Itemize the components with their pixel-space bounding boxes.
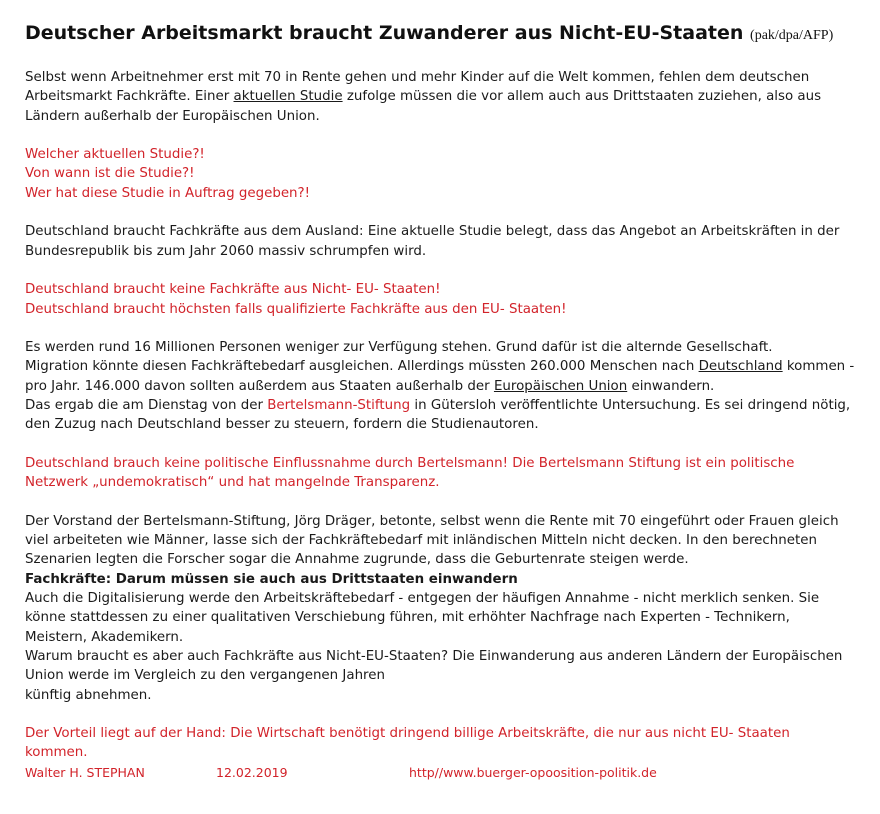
bertelsmann-mention: Bertelsmann-Stiftung xyxy=(267,398,411,414)
p3-text-c: einwandern. xyxy=(627,378,715,394)
website-url[interactable]: http//www.buerger-opoosition-politik.de xyxy=(409,765,657,780)
comment-4: Der Vorteil liegt auf der Hand: Die Wirtschaft benötigt dringend billige Arbeitskräfte, die nur aus nicht EU- Staaten kommen. xyxy=(25,726,790,761)
p6-line-2: künftig abnehmen. xyxy=(25,687,152,703)
p3-text-b: kommen - pro Jahr. 146.000 davon sollten außerdem aus Staaten außerhalb der xyxy=(25,359,855,394)
subheading: Fachkräfte: Darum müssen sie auch aus Drittstaaten einwandern xyxy=(25,571,518,587)
paragraph-intro xyxy=(25,68,855,126)
comment-2 xyxy=(25,280,855,319)
deutschland-link[interactable]: Deutschland xyxy=(698,359,783,375)
comment-3: Deutschland brauch keine politische Einflussnahme durch Bertelsmann! Die Bertelsmann Stiftung ist ein politische Netzwerk „undemokratisch“ und hat mangelnde Transparenz. xyxy=(25,455,795,491)
p3-text-a: Migration könnte diesen Fachkräftebedarf ausgleichen. Allerdings müssten 260.000 Menschen nach xyxy=(25,359,699,375)
intro-text-1: Selbst wenn Arbeitnehmer erst mit 70 in Rente gehen und mehr Kinder auf die Welt kommen, fehlen dem deutschen Arbeitsmarkt Fachkräfte. Einer xyxy=(25,70,810,105)
question-2: Von wann ist die Studie?! xyxy=(25,166,195,182)
question-3: Wer hat diese Studie in Auftrag gegeben?! xyxy=(25,185,311,201)
date: 12.02.2019 xyxy=(216,765,288,780)
p3-text-e: in Gütersloh veröffentlichte Untersuchung. Es sei dringend nötig, den Zuzug nach Deutschland besser zu steuern, fordern die Studienautoren. xyxy=(25,398,851,433)
comment-questions xyxy=(25,145,855,203)
paragraph-4: Der Vorstand der Bertelsmann-Stiftung, Jörg Dräger, betonte, selbst wenn die Rente mit 70 eingeführt oder Frauen gleich viel arbeiteten wie Männer, lasse sich der Fachkräftebedarf mit inländischen Mitteln nicht decken. In den berechneten Szenarien legten die Forscher sogar die Annahme zugrunde, dass die Geburtenrate steigen werde. xyxy=(25,513,839,568)
article-body xyxy=(25,68,855,782)
paragraph-3 xyxy=(25,338,855,434)
study-link[interactable]: aktuellen Studie xyxy=(233,89,343,105)
author: Walter H. STEPHAN xyxy=(25,765,145,780)
footer xyxy=(25,765,865,785)
p3-text-d: Das ergab die am Dienstag von der xyxy=(25,398,268,414)
article-title xyxy=(25,22,865,44)
headline: Deutscher Arbeitsmarkt braucht Zuwanderer aus Nicht-EU-Staaten xyxy=(25,22,744,44)
paragraph-6 xyxy=(25,647,855,705)
p3-line-1: Es werden rund 16 Millionen Personen weniger zur Verfügung stehen. Grund dafür ist die alternde Gesellschaft. xyxy=(25,340,773,356)
question-1: Welcher aktuellen Studie?! xyxy=(25,147,205,163)
paragraph-5: Auch die Digitalisierung werde den Arbeitskräftebedarf - entgegen der häufigen Annahme - nicht merklich senken. Sie könne stattdessen zu einer qualitativen Verschiebung führen, mit erhöhter Nachfrage nach Experten - Technikern, Meistern, Akademikern. xyxy=(25,591,820,645)
comment-2-line-1: Deutschland braucht keine Fachkräfte aus Nicht- EU- Staaten! xyxy=(25,282,441,298)
p6-line-1: Warum braucht es aber auch Fachkräfte aus Nicht-EU-Staaten? Die Einwanderung aus anderen Ländern der Europäischen Union werde im Vergleich zu den vergangenen Jahren xyxy=(25,648,843,684)
source-credit: (pak/dpa/AFP) xyxy=(750,28,834,43)
eu-link[interactable]: Europäischen Union xyxy=(493,378,628,394)
intro-text-2: zufolge müssen die vor allem auch aus Drittstaaten zuziehen, also aus Ländern außerhalb der Europäischen Union. xyxy=(25,89,822,124)
paragraph-2: Deutschland braucht Fachkräfte aus dem Ausland: Eine aktuelle Studie belegt, dass das Angebot an Arbeitskräften in der Bundesrepublik bis zum Jahr 2060 massiv schrumpfen wird. xyxy=(25,224,840,259)
comment-2-line-2: Deutschland braucht höchsten falls qualifizierte Fachkräfte aus den EU- Staaten! xyxy=(25,301,567,317)
